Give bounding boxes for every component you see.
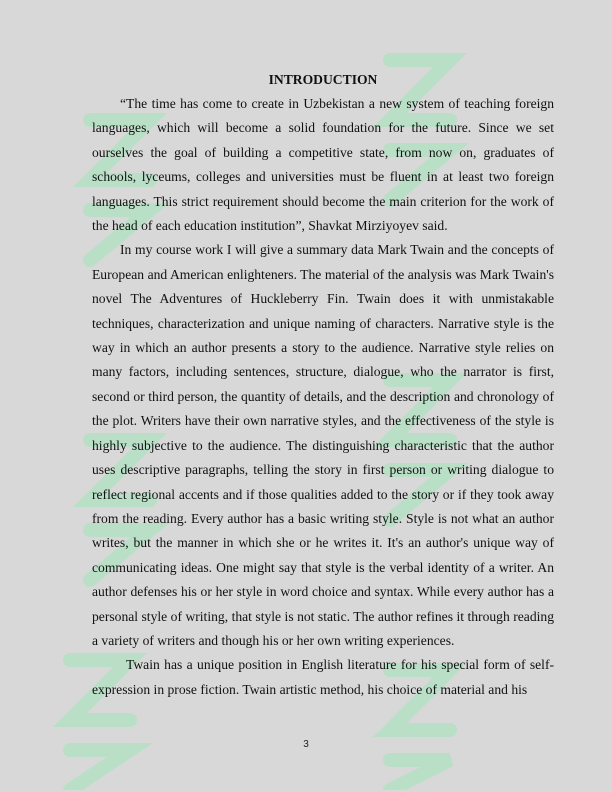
page-title: INTRODUCTION bbox=[268, 72, 378, 87]
paragraph-continuation: Twain has a unique position in English literature for his special form of self-expression in prose fiction. Twain artistic method, his choice of material and his bbox=[92, 657, 554, 697]
page-number: 3 bbox=[303, 739, 309, 750]
paragraph-quote: “The time has come to create in Uzbekistan a new system of teaching foreign languages, which will become a solid foundation for the future. Since we set ourselves the goal of building a competitive state, from now on, graduates of schools, lyceums, colleges and universities must be fluent in at least two foreign languages. This strict requirement should become the main criterion for the work of the head of each education institution”, Shavkat Mirziyoyev said. bbox=[92, 96, 554, 234]
document-body bbox=[92, 68, 554, 702]
paragraph-body: In my course work I will give a summary data Mark Twain and the concepts of European and American enlighteners. The material of the analysis was Mark Twain's novel The Adventures of Huckleberry Fin. Twain does it with unmistakable techniques, characterization and unique naming of characters. Narrative style is the way in which an author presents a story to the audience. Narrative style relies on many factors, including sentences, structure, dialogue, who the narrator is first, second or third person, the quantity of details, and the description and chronology of the plot. Writers have their own narrative styles, and the effectiveness of the style is highly subjective to the audience. The distinguishing characteristic that the author uses descriptive paragraphs, telling the story in first person or writing dialogue to reflect regional accents and if those qualities added to the story or if they took away from the reading. Every author has a basic writing style. Style is not what an author writes, but the manner in which she or he writes it. It's an author's unique way of communicating ideas. One might say that style is the verbal identity of a writer. An author defenses his or her style in word choice and syntax. While every author has a personal style of writing, that style is not static. The author refines it through reading a variety of writers and though his or her own writing experiences. bbox=[92, 242, 554, 648]
